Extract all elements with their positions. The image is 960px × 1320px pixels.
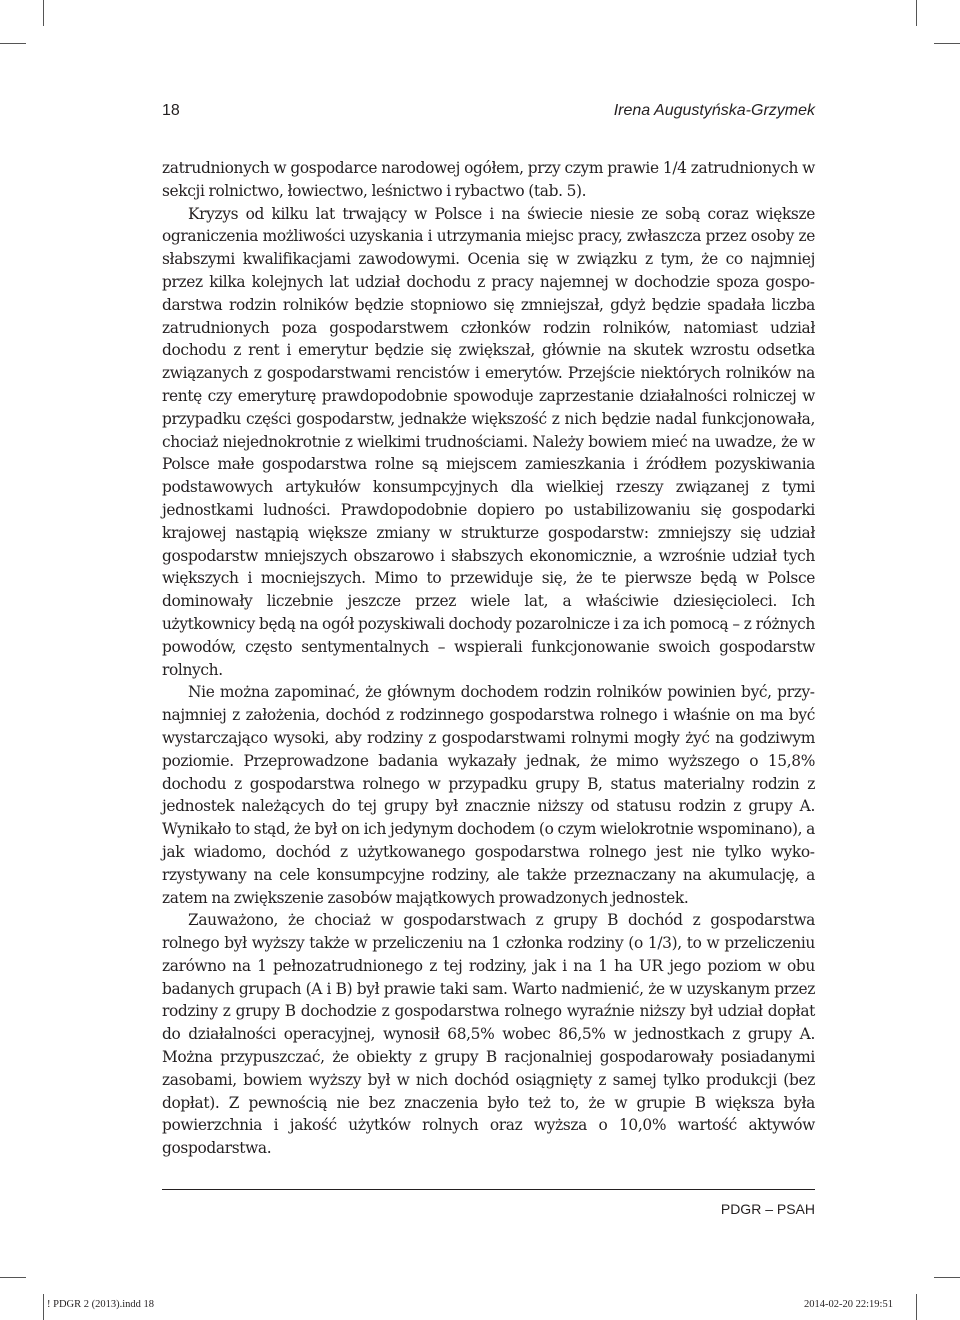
- crop-mark: [916, 1294, 917, 1320]
- paragraph: Nie można zapominać, że głównym dochodem rodzin rolników powinien być, przynajmniej z założenia, dochód z rodzinnego gospodarstwa rolnego i właśnie on ma być wystarczająco wysoki, aby rodziny z gospodarstwami rolnymi mogły żyć na godziwym poziomie. Przeprowadzone badania wykazały jednak, że mimo wyższego o 15,8% dochodu z gospodarstwa rolnego w przypadku grupy B, status materialny rodzin z jednostek należących do tej grupy był znacznie niższy od statusu rodzin z grupy A. Wynikało to stąd, że był on ich jedynym dochodem (o czym wielokrotnie wspominano), a jak wiadomo, dochód z użytkowanego gospodarstwa rolnego jest nie tylko wykorzystywany na cele konsumpcyjne rodziny, ale także przeznaczany na akumulację, a zatem na zwiększenie zasobów majątkowych prowadzonych jednostek.: [162, 683, 815, 907]
- crop-mark: [916, 0, 917, 26]
- crop-mark: [934, 43, 960, 44]
- page-number: 18: [162, 102, 180, 119]
- footer-rule: [162, 1189, 815, 1190]
- running-header: [162, 102, 815, 126]
- crop-mark: [934, 1277, 960, 1278]
- paragraph: Zauważono, że chociaż w gospodarstwach z grupy B dochód z gospodarstwa rolnego był wyższy także w przeliczeniu na 1 członka rodziny (o 1/3), to w przeliczeniu zarówno na 1 pełnozatrudnionego z tej rodziny, jak i na 1 ha UR jego poziom w obu badanych grupach (A i B) był prawie taki sam. Warto nadmienić, że w uzyskanym przez rodziny z grupy B dochodzie z gospodarstwa rolnego wyraźnie niższy był udział dopłat do działalności operacyjnej, wynosił 68,5% wobec 86,5% w jednostkach z grupy A. Można przypuszczać, że obiekty z grupy B racjonalniej gospodarowały posiadanymi zasobami, bowiem wyższy był w nich dochód osiągnięty z samej tylko produkcji (bez dopłat). Z pewnością nie bez znaczenia było też to, że w grupie B większa była powierzchnia i jakość użytków rolnych oraz wyższa o 10,0% wartość aktywów gospodarstwa.: [162, 911, 815, 1158]
- slug-filename: ! PDGR 2 (2013).indd 18: [47, 1299, 155, 1310]
- paragraph: zatrudnionych w gospodarce narodowej ogółem, przy czym prawie 1/4 zatrudnionych w sekcji rolnictwo, łowiectwo, leśnictwo i rybactwo (tab. 5).: [162, 159, 815, 200]
- crop-mark: [43, 1294, 44, 1320]
- journal-code: PDGR – PSAH: [720, 1201, 815, 1217]
- running-author: Irena Augustyńska-Grzymek: [613, 102, 815, 119]
- paragraph: Kryzys od kilku lat trwający w Polsce i na świecie niesie ze sobą coraz większe ograniczenia możliwości uzyskania i utrzymania miejsc pracy, zwłaszcza przez osoby ze słabszymi kwalifikacjami zawodowymi. Ocenia się w związku z tym, że co najmniej przez kilka kolejnych lat udział dochodu z pracy najemnej w dochodzie spoza gospodarstwa rodzin rolników będzie stopniowo się zmniejszał, gdyż będzie spadała liczba zatrudnionych poza gospodarstwem członków rodzin rolników, natomiast udział dochodu z rent i emerytur będzie się zwiększał, głównie na skutek wzrostu odsetka związanych z gospodarstwami rencistów i emerytów. Przejście niektórych rolników na rentę czy emeryturę prawdopodobnie spowoduje zaprzestanie działalności rolniczej w przypadku części gospodarstw, jednakże większość z nich będzie nadal funkcjonowała, chociaż niejednokrotnie z wielkimi trudnościami. Należy bowiem mieć na uwadze, że w Polsce małe gospodarstwa rolne są miejscem zamieszkania i źródłem pozyskiwania podstawowych artykułów konsumpcyjnych dla wielkiej rzeszy związanej z tymi jednostkami ludności. Prawdopodobnie dopiero po ustabilizowaniu się gospodarki krajowej nastąpią większe zmiany w strukturze gospodarstw: zmniejszy się udział gospodarstw mniejszych obszarowo i słabszych ekonomicznie, a wzrośnie udział tych większych i mocniejszych. Mimo to przewiduje się, że te pierwsze będą w Polsce dominowały liczebnie jeszcze przez wiele lat, a właściwie dziesięcioleci. Ich użytkownicy będą na ogół pozyskiwali dochody pozarolnicze i za ich pomocą – z różnych powodów, często sentymentalnych – wspierali funkcjonowanie swoich gospodarstw rolnych.: [162, 204, 815, 679]
- crop-mark: [0, 1277, 26, 1278]
- slug-timestamp: 2014-02-20 22:19:51: [804, 1299, 893, 1310]
- crop-mark: [0, 43, 26, 44]
- crop-mark: [43, 0, 44, 26]
- body-text: [162, 157, 815, 1160]
